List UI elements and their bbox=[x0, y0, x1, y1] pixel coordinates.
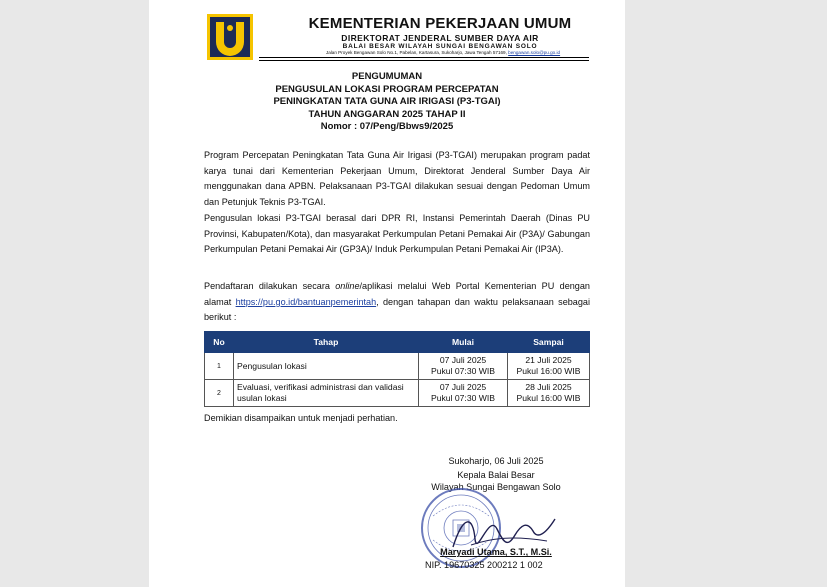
table-row bbox=[205, 380, 590, 407]
paragraph-program: Program Percepatan Peningkatan Tata Guna Air Irigasi (P3-TGAI) merupakan program padat karya tunai dari Kementerian Pekerjaan Umum, Direktorat Jenderal Sumber Daya Air menggunakan dana APBN. Pelaksanaan P3-TGAI dilakukan sesuai dengan Pedoman Umum dan Petunjuk Teknis P3-TGAI. bbox=[204, 150, 590, 207]
row-start bbox=[419, 353, 508, 380]
start-date: 07 Juli 2025 bbox=[439, 355, 487, 365]
header-start: Mulai bbox=[419, 332, 508, 353]
end-time: Pukul 16:00 WIB bbox=[516, 366, 581, 376]
table-row bbox=[205, 353, 590, 380]
row-no: 1 bbox=[205, 353, 234, 380]
header-stage: Tahap bbox=[234, 332, 419, 353]
announcement-title-line2: PENINGKATAN TATA GUNA AIR IRIGASI (P3-TGAI) bbox=[273, 96, 501, 107]
signatory-nip: NIP. 19670325 200212 1 002 bbox=[425, 560, 543, 570]
email-link[interactable]: bengawan.solo@pu.go.id bbox=[508, 50, 561, 55]
row-stage: Pengusulan lokasi bbox=[234, 353, 419, 380]
header-end: Sampai bbox=[508, 332, 590, 353]
paragraph-proposal-sources: Pengusulan lokasi P3-TGAI berasal dari DPR RI, Instansi Pemerintah Daerah (Dinas PU Provinsi, Kabupaten/Kota), dan masyarakat Perkumpulan Petani Pemakai Air (P3A)/ Gabungan Perkumpulan Petani Pemakai Air (GP3A)/ Induk Perkumpulan Petani Pemakai Air (IP3A). bbox=[204, 213, 590, 255]
ministry-logo-icon bbox=[207, 14, 253, 60]
start-time: Pukul 07:30 WIB bbox=[430, 393, 495, 403]
ministry-name: KEMENTERIAN PEKERJAAN UMUM bbox=[308, 15, 572, 32]
row-stage: Evaluasi, verifikasi administrasi dan validasi usulan lokasi bbox=[234, 380, 419, 407]
header-no: No bbox=[205, 332, 234, 353]
row-end bbox=[508, 353, 590, 380]
letterhead-rule-thin bbox=[259, 60, 589, 61]
closing-statement: Demikian disampaikan untuk menjadi perhatian. bbox=[204, 413, 398, 423]
announcement-label: PENGUMUMAN bbox=[351, 71, 423, 82]
row-start bbox=[419, 380, 508, 407]
document-page bbox=[149, 0, 625, 587]
schedule-table bbox=[204, 331, 590, 407]
letterhead-rule-thick bbox=[259, 57, 589, 58]
signature-place-date: Sukoharjo, 06 Juli 2025 bbox=[448, 456, 544, 466]
announcement-year: TAHUN ANGGARAN 2025 TAHAP II bbox=[308, 109, 466, 120]
start-time: Pukul 07:30 WIB bbox=[430, 366, 495, 376]
row-no: 2 bbox=[205, 380, 234, 407]
end-date: 28 Juli 2025 bbox=[525, 382, 572, 392]
end-date: 21 Juli 2025 bbox=[525, 355, 572, 365]
end-time: Pukul 16:00 WIB bbox=[516, 393, 581, 403]
start-date: 07 Juli 2025 bbox=[439, 382, 487, 392]
p3-after: , dengan tahapan dan waktu pelaksanaan sebagai berikut : bbox=[204, 296, 590, 323]
directorate-name: DIREKTORAT JENDERAL SUMBER DAYA AIR bbox=[341, 33, 539, 43]
address-text: Jalan Proyek Bengawan Solo No.1, Pabelan, Kartasura, Sukoharjo, Jawa Tengah 57169, bbox=[325, 50, 507, 55]
signatory-name: Maryadi Utama, S.T., M.Si. bbox=[440, 547, 552, 557]
p3-middle: /aplikasi melalui Web Portal Kementerian PU dengan alamat bbox=[204, 281, 590, 307]
registration-link[interactable]: https://pu.go.id/bantuanpemerintah bbox=[235, 296, 377, 307]
table-header-row bbox=[205, 332, 590, 353]
announcement-number: Nomor : 07/Peng/Bbws9/2025 bbox=[320, 121, 454, 132]
p3-before: Pendaftaran dilakukan secara bbox=[204, 281, 336, 291]
office-name: BALAI BESAR WILAYAH SUNGAI BENGAWAN SOLO bbox=[342, 43, 538, 50]
paragraph-registration bbox=[204, 279, 590, 326]
row-end bbox=[508, 380, 590, 407]
office-address bbox=[259, 50, 627, 55]
p3-online: online bbox=[335, 281, 360, 291]
announcement-title-line1: PENGUSULAN LOKASI PROGRAM PERCEPATAN bbox=[275, 84, 499, 95]
signature-role-line1: Kepala Balai Besar bbox=[457, 470, 535, 480]
signature-role-line2: Wilayah Sungai Bengawan Solo bbox=[431, 482, 561, 492]
